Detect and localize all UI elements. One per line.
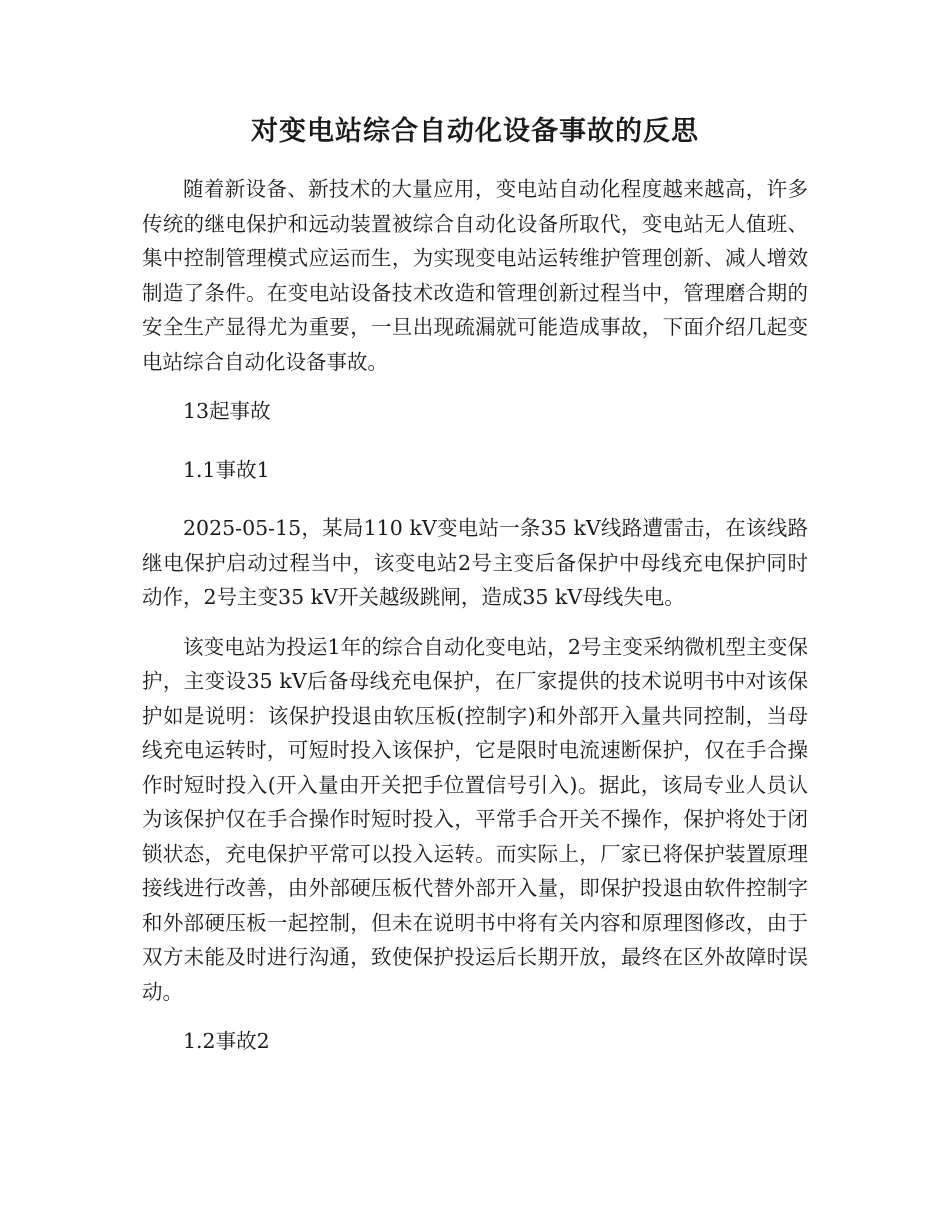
document-page [142, 110, 808, 1083]
case2-heading: 1.2事故2 [183, 1029, 270, 1053]
case1-paragraph-2: 该变电站为投运1年的综合自动化变电站，2号主变采纳微机型主变保护，主变设35 kV后备母线充电保护，在厂家提供的技术说明书中对该保护如是说明：该保护投退由软压板(控制字)和外部开入量共同控制，当母线充电运转时，可短时投入该保护，它是限时电流速断保护，仅在手合操作时短时投入(开入量由开关把手位置信号引入)。据此，该局专业人员认为该保护仅在手合操作时短时投入，平常手合开关不操作，保护将处于闭锁状态，充电保护平常可以投入运转。而实际上，厂家已将保护装置原理接线进行改善，由外部硬压板代替外部开入量，即保护投退由软件控制字和外部硬压板一起控制，但未在说明书中将有关内容和原理图修改，由于双方未能及时进行沟通，致使保护投运后长期开放，最终在区外故障时误动。 [142, 634, 808, 1004]
document-title: 对变电站综合自动化设备事故的反思 [251, 116, 699, 147]
section-heading: 13起事故 [183, 399, 271, 423]
case1-heading: 1.1事故1 [183, 457, 270, 482]
case1-paragraph-1: 2025-05-15，某局110 kV变电站一条35 kV线路遭雷击，在该线路继电保护启动过程当中，该变电站2号主变后备保护中母线充电保护同时动作，2号主变35 kV开关越级跳闸，造成35 kV母线失电。 [142, 516, 808, 609]
intro-paragraph: 随着新设备、新技术的大量应用，变电站自动化程度越来越高，许多传统的继电保护和远动装置被综合自动化设备所取代，变电站无人值班、集中控制管理模式应运而生，为实现变电站运转维护管理创新、减人增效制造了条件。在变电站设备技术改造和管理创新过程当中，管理磨合期的安全生产显得尤为重要，一旦出现疏漏就可能造成事故，下面介绍几起变电站综合自动化设备事故。 [142, 177, 808, 374]
